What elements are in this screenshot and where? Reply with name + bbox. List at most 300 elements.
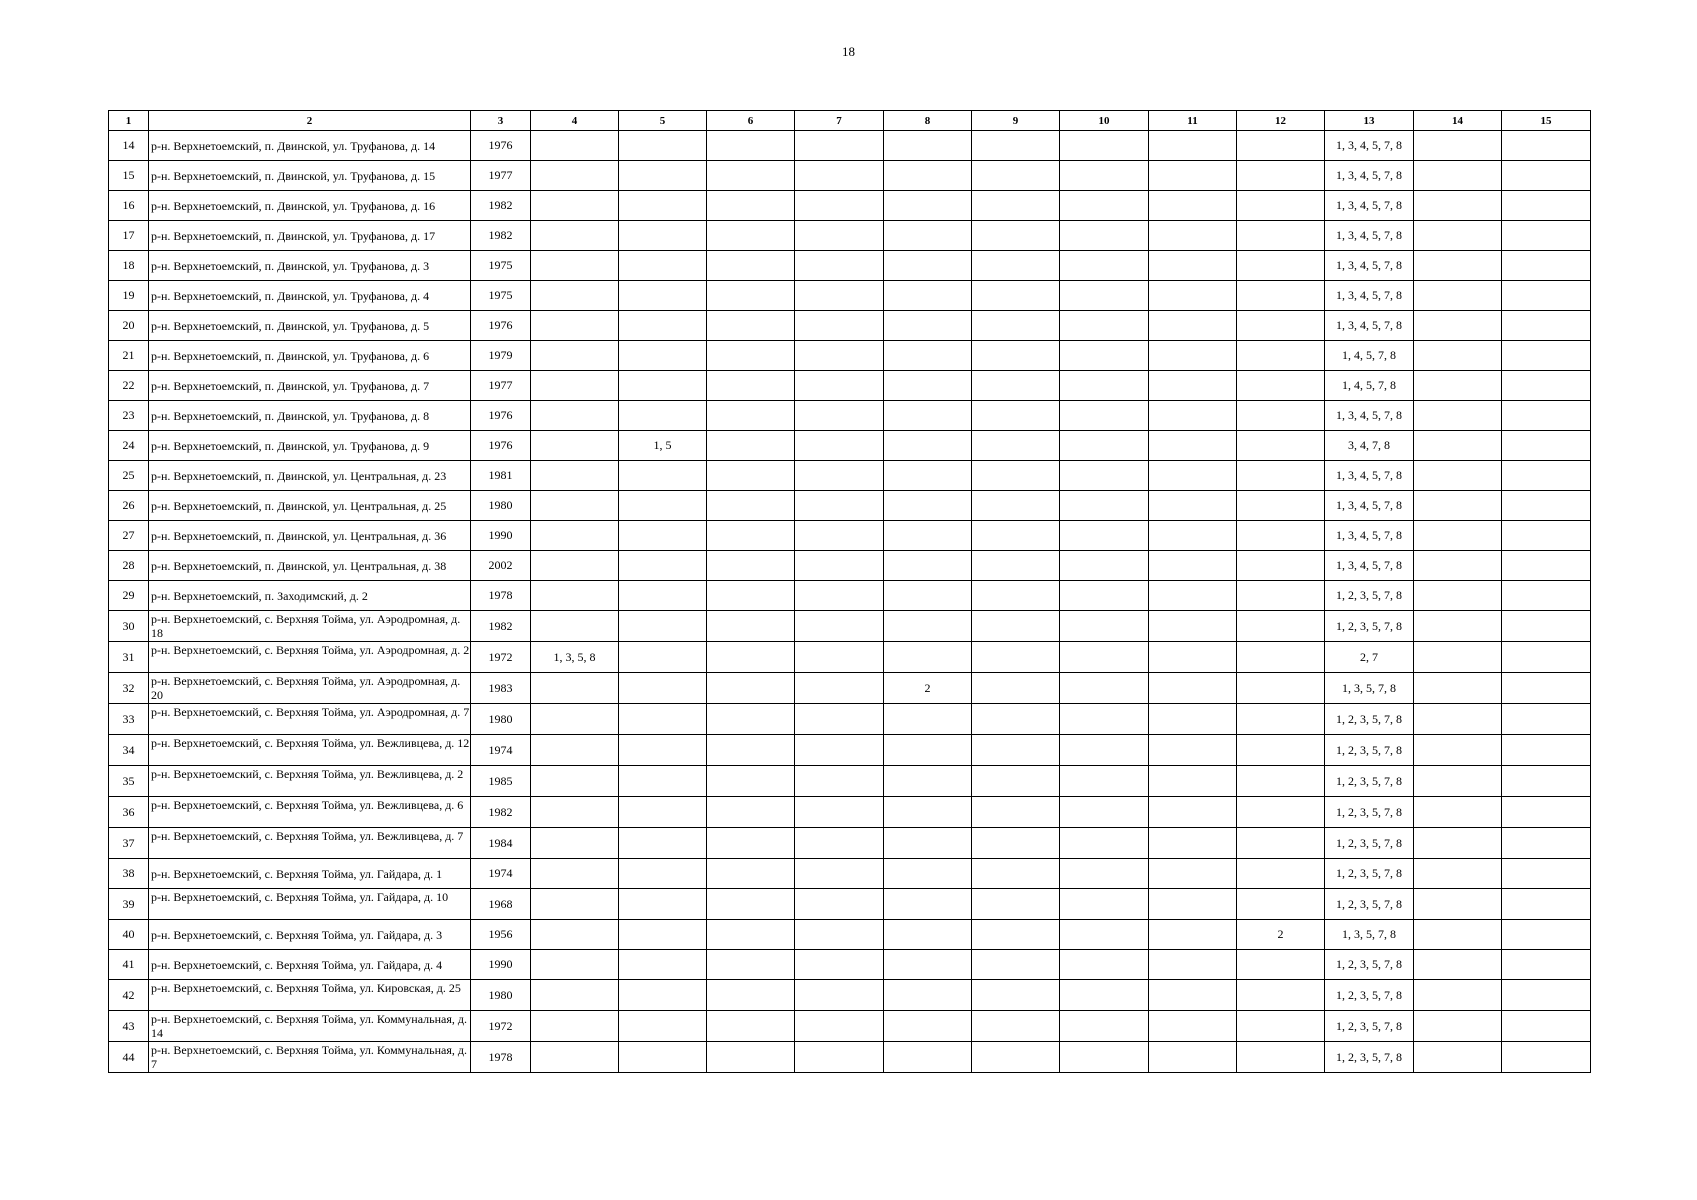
value-cell [795, 431, 884, 461]
value-cell [884, 735, 972, 766]
value-cell [531, 431, 619, 461]
address-cell: р-н. Верхнетоемский, с. Верхняя Тойма, ул. Гайдара, д. 3 [149, 920, 471, 950]
value-cell [1414, 642, 1502, 673]
value-cell [707, 221, 795, 251]
address-cell: р-н. Верхнетоемский, п. Двинской, ул. Труфанова, д. 6 [149, 341, 471, 371]
value-cell [1502, 341, 1591, 371]
value-cell [1414, 551, 1502, 581]
address-cell: р-н. Верхнетоемский, с. Верхняя Тойма, ул. Аэродромная, д. 20 [149, 673, 471, 704]
value-cell: 1, 3, 4, 5, 7, 8 [1325, 251, 1414, 281]
value-cell [795, 461, 884, 491]
value-cell [1149, 766, 1237, 797]
table-row [109, 131, 1591, 161]
value-cell [972, 281, 1060, 311]
value-cell [707, 766, 795, 797]
table-body [109, 131, 1591, 1073]
value-cell [1502, 950, 1591, 980]
value-cell [619, 521, 707, 551]
address-cell: р-н. Верхнетоемский, с. Верхняя Тойма, ул. Кировская, д. 25 [149, 980, 471, 1011]
value-cell [1502, 431, 1591, 461]
address-cell: р-н. Верхнетоемский, с. Верхняя Тойма, ул. Коммунальная, д. 14 [149, 1011, 471, 1042]
value-cell [972, 491, 1060, 521]
value-cell [795, 704, 884, 735]
row-number-cell: 22 [109, 371, 149, 401]
row-number-cell: 20 [109, 311, 149, 341]
value-cell [1237, 251, 1325, 281]
address-cell: р-н. Верхнетоемский, с. Верхняя Тойма, ул. Коммунальная, д. 7 [149, 1042, 471, 1073]
value-cell [1149, 371, 1237, 401]
value-cell [1237, 673, 1325, 704]
value-cell [1237, 1042, 1325, 1073]
value-cell [619, 311, 707, 341]
value-cell [1149, 581, 1237, 611]
value-cell [707, 311, 795, 341]
year-cell: 1975 [471, 281, 531, 311]
column-header: 9 [972, 111, 1060, 131]
value-cell [1502, 642, 1591, 673]
value-cell [1414, 980, 1502, 1011]
value-cell [707, 491, 795, 521]
value-cell [1060, 704, 1149, 735]
value-cell [707, 611, 795, 642]
value-cell [619, 371, 707, 401]
value-cell [972, 521, 1060, 551]
value-cell [795, 980, 884, 1011]
value-cell [531, 461, 619, 491]
value-cell [972, 704, 1060, 735]
value-cell [1149, 191, 1237, 221]
table-row [109, 611, 1591, 642]
value-cell [1237, 341, 1325, 371]
value-cell [707, 673, 795, 704]
value-cell: 1, 5 [619, 431, 707, 461]
value-cell [1414, 131, 1502, 161]
value-cell [1060, 1011, 1149, 1042]
value-cell: 1, 2, 3, 5, 7, 8 [1325, 1011, 1414, 1042]
row-number-cell: 24 [109, 431, 149, 461]
value-cell [1502, 889, 1591, 920]
value-cell [1502, 735, 1591, 766]
value-cell [1149, 341, 1237, 371]
value-cell [619, 491, 707, 521]
value-cell [972, 191, 1060, 221]
row-number-cell: 19 [109, 281, 149, 311]
value-cell [1237, 735, 1325, 766]
value-cell [619, 131, 707, 161]
table-row [109, 311, 1591, 341]
table-row [109, 859, 1591, 889]
value-cell [531, 1011, 619, 1042]
value-cell [1237, 704, 1325, 735]
year-cell: 1979 [471, 341, 531, 371]
value-cell [1237, 581, 1325, 611]
value-cell [1502, 673, 1591, 704]
value-cell [972, 551, 1060, 581]
table-row [109, 491, 1591, 521]
table-row [109, 191, 1591, 221]
value-cell [1237, 766, 1325, 797]
value-cell [1060, 797, 1149, 828]
value-cell [1502, 521, 1591, 551]
value-cell [1060, 1042, 1149, 1073]
value-cell: 1, 2, 3, 5, 7, 8 [1325, 797, 1414, 828]
value-cell [795, 1042, 884, 1073]
value-cell [884, 491, 972, 521]
value-cell [795, 221, 884, 251]
value-cell [972, 889, 1060, 920]
value-cell [795, 920, 884, 950]
value-cell [1414, 920, 1502, 950]
year-cell: 2002 [471, 551, 531, 581]
row-number-cell: 28 [109, 551, 149, 581]
value-cell [531, 161, 619, 191]
value-cell [884, 461, 972, 491]
value-cell [619, 797, 707, 828]
value-cell [1237, 828, 1325, 859]
table-row [109, 251, 1591, 281]
value-cell: 1, 2, 3, 5, 7, 8 [1325, 828, 1414, 859]
row-number-cell: 41 [109, 950, 149, 980]
value-cell [1060, 766, 1149, 797]
value-cell: 1, 3, 4, 5, 7, 8 [1325, 311, 1414, 341]
value-cell [795, 581, 884, 611]
value-cell [619, 642, 707, 673]
year-cell: 1978 [471, 1042, 531, 1073]
address-cell: р-н. Верхнетоемский, п. Заходимский, д. 2 [149, 581, 471, 611]
value-cell [1414, 828, 1502, 859]
value-cell [1060, 980, 1149, 1011]
row-number-cell: 38 [109, 859, 149, 889]
column-header: 14 [1414, 111, 1502, 131]
table-row [109, 889, 1591, 920]
value-cell [1060, 920, 1149, 950]
value-cell [972, 371, 1060, 401]
value-cell [1060, 950, 1149, 980]
value-cell [619, 920, 707, 950]
year-cell: 1984 [471, 828, 531, 859]
value-cell [1502, 401, 1591, 431]
address-cell: р-н. Верхнетоемский, с. Верхняя Тойма, ул. Гайдара, д. 1 [149, 859, 471, 889]
row-number-cell: 44 [109, 1042, 149, 1073]
value-cell [1060, 521, 1149, 551]
value-cell [707, 551, 795, 581]
value-cell [1502, 161, 1591, 191]
value-cell [531, 371, 619, 401]
value-cell [795, 251, 884, 281]
header-row [109, 111, 1591, 131]
value-cell [619, 828, 707, 859]
value-cell [1237, 191, 1325, 221]
value-cell [795, 311, 884, 341]
value-cell [972, 859, 1060, 889]
value-cell: 2, 7 [1325, 642, 1414, 673]
value-cell [1237, 461, 1325, 491]
value-cell [1149, 704, 1237, 735]
value-cell: 1, 2, 3, 5, 7, 8 [1325, 581, 1414, 611]
value-cell [884, 611, 972, 642]
value-cell [531, 920, 619, 950]
value-cell [531, 341, 619, 371]
table-row [109, 1011, 1591, 1042]
address-cell: р-н. Верхнетоемский, п. Двинской, ул. Труфанова, д. 3 [149, 251, 471, 281]
value-cell [1237, 611, 1325, 642]
value-cell [531, 221, 619, 251]
value-cell [531, 735, 619, 766]
address-cell: р-н. Верхнетоемский, п. Двинской, ул. Труфанова, д. 9 [149, 431, 471, 461]
value-cell [884, 221, 972, 251]
value-cell [884, 581, 972, 611]
value-cell [1502, 131, 1591, 161]
value-cell [1414, 704, 1502, 735]
value-cell [884, 551, 972, 581]
value-cell [1414, 1011, 1502, 1042]
value-cell [1149, 797, 1237, 828]
column-header: 11 [1149, 111, 1237, 131]
value-cell [884, 980, 972, 1011]
value-cell [619, 735, 707, 766]
value-cell [1237, 1011, 1325, 1042]
value-cell [619, 461, 707, 491]
value-cell [1237, 980, 1325, 1011]
value-cell [1414, 461, 1502, 491]
year-cell: 1990 [471, 521, 531, 551]
value-cell [531, 551, 619, 581]
value-cell [1502, 551, 1591, 581]
value-cell: 1, 3, 4, 5, 7, 8 [1325, 491, 1414, 521]
value-cell [795, 371, 884, 401]
row-number-cell: 32 [109, 673, 149, 704]
value-cell [1060, 431, 1149, 461]
value-cell: 2 [1237, 920, 1325, 950]
value-cell [795, 766, 884, 797]
value-cell [972, 642, 1060, 673]
row-number-cell: 26 [109, 491, 149, 521]
value-cell [1414, 221, 1502, 251]
value-cell [1149, 980, 1237, 1011]
year-cell: 1980 [471, 491, 531, 521]
value-cell [972, 735, 1060, 766]
value-cell [619, 551, 707, 581]
column-header: 13 [1325, 111, 1414, 131]
address-cell: р-н. Верхнетоемский, с. Верхняя Тойма, ул. Аэродромная, д. 18 [149, 611, 471, 642]
value-cell [795, 191, 884, 221]
address-cell: р-н. Верхнетоемский, п. Двинской, ул. Труфанова, д. 4 [149, 281, 471, 311]
value-cell [1237, 521, 1325, 551]
value-cell [1502, 1011, 1591, 1042]
value-cell [1414, 251, 1502, 281]
value-cell [795, 828, 884, 859]
value-cell [531, 131, 619, 161]
address-cell: р-н. Верхнетоемский, п. Двинской, ул. Труфанова, д. 7 [149, 371, 471, 401]
value-cell [795, 281, 884, 311]
year-cell: 1980 [471, 704, 531, 735]
value-cell: 2 [884, 673, 972, 704]
column-header: 4 [531, 111, 619, 131]
table-row [109, 341, 1591, 371]
year-cell: 1976 [471, 131, 531, 161]
value-cell [1502, 797, 1591, 828]
value-cell [531, 281, 619, 311]
year-cell: 1982 [471, 191, 531, 221]
value-cell [707, 889, 795, 920]
value-cell [1060, 581, 1149, 611]
address-cell: р-н. Верхнетоемский, с. Верхняя Тойма, ул. Аэродромная, д. 2 [149, 642, 471, 673]
value-cell [1149, 251, 1237, 281]
value-cell [1414, 371, 1502, 401]
value-cell [619, 401, 707, 431]
address-cell: р-н. Верхнетоемский, с. Верхняя Тойма, ул. Вежливцева, д. 2 [149, 766, 471, 797]
value-cell [1149, 311, 1237, 341]
value-cell: 1, 3, 4, 5, 7, 8 [1325, 521, 1414, 551]
value-cell [1237, 431, 1325, 461]
value-cell [619, 766, 707, 797]
row-number-cell: 30 [109, 611, 149, 642]
value-cell [707, 1042, 795, 1073]
address-cell: р-н. Верхнетоемский, п. Двинской, ул. Центральная, д. 23 [149, 461, 471, 491]
value-cell [707, 920, 795, 950]
column-header: 2 [149, 111, 471, 131]
year-cell: 1976 [471, 311, 531, 341]
value-cell [884, 766, 972, 797]
value-cell [531, 311, 619, 341]
value-cell [795, 889, 884, 920]
value-cell: 1, 3, 4, 5, 7, 8 [1325, 191, 1414, 221]
value-cell [1060, 889, 1149, 920]
value-cell [707, 161, 795, 191]
value-cell [795, 797, 884, 828]
value-cell [972, 673, 1060, 704]
value-cell [1502, 859, 1591, 889]
address-cell: р-н. Верхнетоемский, п. Двинской, ул. Труфанова, д. 8 [149, 401, 471, 431]
value-cell [1149, 1011, 1237, 1042]
table-row [109, 401, 1591, 431]
value-cell: 3, 4, 7, 8 [1325, 431, 1414, 461]
value-cell [707, 341, 795, 371]
value-cell [707, 828, 795, 859]
value-cell [1149, 221, 1237, 251]
value-cell [1060, 131, 1149, 161]
value-cell [1149, 889, 1237, 920]
value-cell [531, 1042, 619, 1073]
value-cell [972, 980, 1060, 1011]
value-cell [707, 461, 795, 491]
value-cell: 1, 4, 5, 7, 8 [1325, 341, 1414, 371]
value-cell: 1, 3, 4, 5, 7, 8 [1325, 551, 1414, 581]
value-cell [1237, 311, 1325, 341]
column-header: 6 [707, 111, 795, 131]
value-cell [884, 251, 972, 281]
value-cell [884, 311, 972, 341]
table-row [109, 431, 1591, 461]
year-cell: 1974 [471, 859, 531, 889]
value-cell [1502, 251, 1591, 281]
value-cell [972, 797, 1060, 828]
value-cell [1060, 611, 1149, 642]
value-cell [1237, 401, 1325, 431]
value-cell [1237, 889, 1325, 920]
value-cell [707, 859, 795, 889]
value-cell [1414, 950, 1502, 980]
value-cell [1149, 642, 1237, 673]
value-cell [619, 191, 707, 221]
value-cell: 1, 3, 4, 5, 7, 8 [1325, 161, 1414, 191]
value-cell [795, 521, 884, 551]
table-row [109, 950, 1591, 980]
value-cell [1237, 131, 1325, 161]
address-cell: р-н. Верхнетоемский, с. Верхняя Тойма, ул. Вежливцева, д. 7 [149, 828, 471, 859]
value-cell [619, 161, 707, 191]
value-cell [884, 1011, 972, 1042]
address-cell: р-н. Верхнетоемский, п. Двинской, ул. Труфанова, д. 14 [149, 131, 471, 161]
value-cell [1502, 766, 1591, 797]
row-number-cell: 18 [109, 251, 149, 281]
value-cell: 1, 3, 4, 5, 7, 8 [1325, 461, 1414, 491]
value-cell [707, 431, 795, 461]
value-cell [1149, 431, 1237, 461]
value-cell [1414, 797, 1502, 828]
row-number-cell: 25 [109, 461, 149, 491]
value-cell [1414, 281, 1502, 311]
value-cell [884, 704, 972, 735]
value-cell: 1, 3, 5, 7, 8 [1325, 920, 1414, 950]
value-cell [1149, 401, 1237, 431]
table-row [109, 980, 1591, 1011]
value-cell [1060, 371, 1149, 401]
value-cell [884, 281, 972, 311]
value-cell [531, 191, 619, 221]
value-cell [707, 521, 795, 551]
table-row [109, 221, 1591, 251]
column-header: 15 [1502, 111, 1591, 131]
value-cell [1149, 611, 1237, 642]
value-cell: 1, 2, 3, 5, 7, 8 [1325, 611, 1414, 642]
value-cell [619, 673, 707, 704]
address-cell: р-н. Верхнетоемский, п. Двинской, ул. Центральная, д. 25 [149, 491, 471, 521]
year-cell: 1976 [471, 401, 531, 431]
column-header: 8 [884, 111, 972, 131]
address-cell: р-н. Верхнетоемский, п. Двинской, ул. Центральная, д. 36 [149, 521, 471, 551]
value-cell [1149, 491, 1237, 521]
value-cell [1060, 221, 1149, 251]
table-row [109, 551, 1591, 581]
year-cell: 1972 [471, 1011, 531, 1042]
row-number-cell: 36 [109, 797, 149, 828]
value-cell [531, 251, 619, 281]
row-number-cell: 16 [109, 191, 149, 221]
value-cell [1414, 673, 1502, 704]
value-cell [795, 401, 884, 431]
value-cell [1149, 131, 1237, 161]
value-cell [1237, 551, 1325, 581]
value-cell [1502, 704, 1591, 735]
address-cell: р-н. Верхнетоемский, с. Верхняя Тойма, ул. Аэродромная, д. 7 [149, 704, 471, 735]
value-cell: 1, 2, 3, 5, 7, 8 [1325, 889, 1414, 920]
value-cell [795, 735, 884, 766]
value-cell [1414, 889, 1502, 920]
value-cell [972, 221, 1060, 251]
value-cell [1149, 1042, 1237, 1073]
value-cell [795, 673, 884, 704]
value-cell [1060, 311, 1149, 341]
value-cell [531, 673, 619, 704]
address-cell: р-н. Верхнетоемский, с. Верхняя Тойма, ул. Гайдара, д. 4 [149, 950, 471, 980]
value-cell [972, 461, 1060, 491]
value-cell [1060, 828, 1149, 859]
year-cell: 1968 [471, 889, 531, 920]
value-cell [1502, 461, 1591, 491]
value-cell [884, 797, 972, 828]
value-cell [619, 980, 707, 1011]
